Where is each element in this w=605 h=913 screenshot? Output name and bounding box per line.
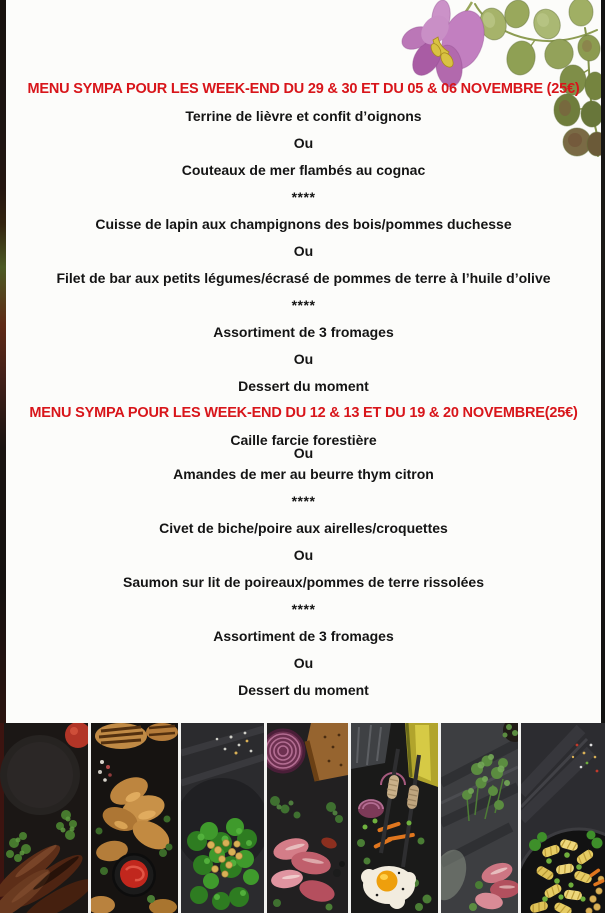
menu-line-heading: MENU SYMPA POUR LES WEEK-END DU 12 & 13 ET DU 19 & 20 NOVEMBRE(25€) [29,404,578,421]
menu-line-item: Caille farcie forestière [230,431,377,448]
menu-line-or: Ou [293,546,314,563]
menu-line-item: Assortiment de 3 fromages [213,323,394,340]
menu-line-separator: **** [291,492,316,509]
photo-grilled-sausages [0,723,88,913]
menu-line-item: Terrine de lièvre et confit d’oignons [185,107,422,124]
photo-onion-bread-prosciutto [267,723,348,913]
menu-line-item: Dessert du moment [238,377,369,394]
menu-line-heading: MENU SYMPA POUR LES WEEK-END DU 29 & 30 ET DU 05 & 06 NOVEMBRE (25€) [27,80,580,97]
menu-line-separator: **** [291,296,316,313]
menu-line-or: Ou [293,242,314,259]
photo-egg-skillet [351,723,438,913]
photo-chicken-wings [91,723,178,913]
menu-line-item: Couteaux de mer flambés au cognac [181,161,426,178]
menu-lines [6,75,601,703]
menu-line-or: Ou [293,350,314,367]
menu-line-separator: **** [291,188,316,205]
menu-line-separator: **** [291,600,316,617]
menu-line-item: Dessert du moment [238,681,369,698]
photo-parsley-slate [441,723,518,913]
food-photo-strip [0,723,605,913]
menu-line-or: Ou [293,654,314,671]
menu-line-or: Ou [293,445,314,461]
menu-line-item: Civet de biche/poire aux airelles/croquettes [159,519,448,536]
menu-line-item: Amandes de mer au beurre thym citron [173,465,434,482]
background-photo-right-edge [601,0,605,723]
menu-line-item: Cuisse de lapin aux champignons des bois/pommes duchesse [95,215,512,232]
menu-line-item: Assortiment de 3 fromages [213,627,394,644]
menu-line-item: Filet de bar aux petits légumes/écrasé de pommes de terre à l’huile d’olive [56,269,551,286]
photo-fusilli-pasta [521,723,605,913]
menu-line-or: Ou [293,134,314,151]
photo-broccoli-chickpeas [181,723,264,913]
menu-sheet [6,0,601,723]
menu-line-item: Saumon sur lit de poireaux/pommes de terre rissolées [122,573,484,590]
